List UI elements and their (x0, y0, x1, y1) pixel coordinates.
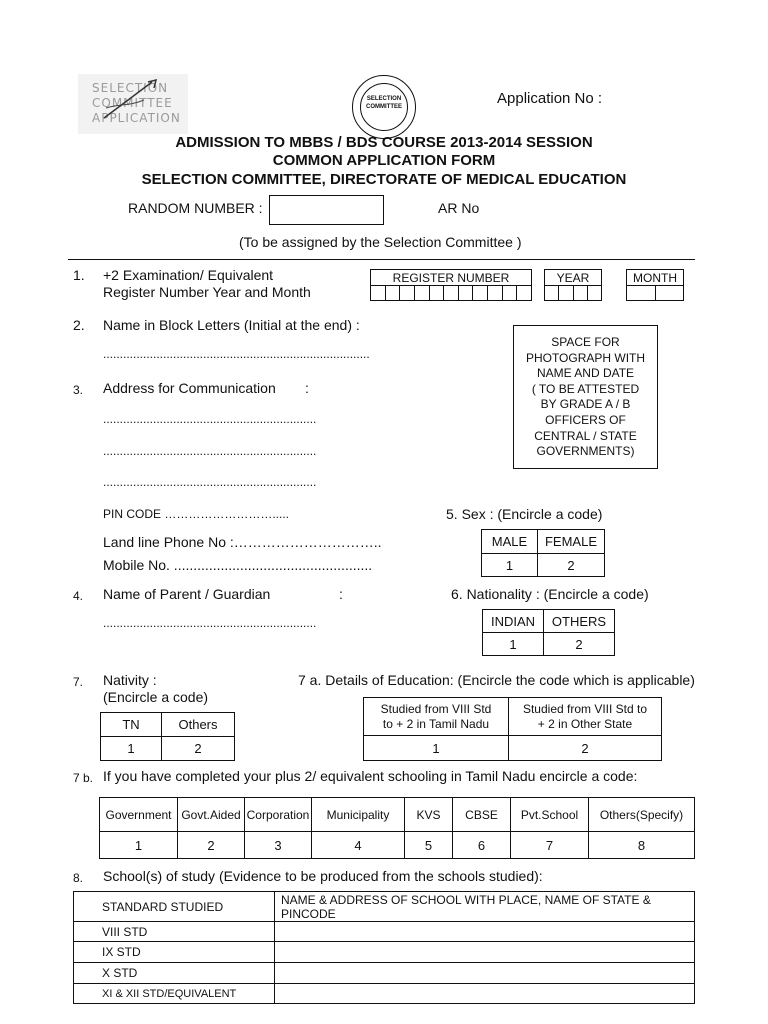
education-code-2[interactable]: 2 (509, 736, 662, 761)
month-header (626, 269, 684, 286)
schools-studied-table (73, 891, 695, 1004)
landline-field[interactable]: Land line Phone No :………………………….. (103, 534, 382, 550)
school-type-code-8[interactable]: 8 (589, 832, 695, 859)
school-field-ix[interactable] (275, 942, 695, 963)
year-label: YEAR (556, 271, 590, 285)
photo-line-5: BY GRADE A / B (540, 397, 631, 412)
photo-line-2: PHOTOGRAPH WITH (525, 350, 646, 365)
nationality-code-1[interactable]: 1 (483, 633, 544, 656)
education-code-1[interactable]: 1 (364, 736, 509, 761)
education-tn-header (364, 698, 509, 736)
q5-label: 5. Sex : (Encircle a code) (446, 506, 603, 522)
standard-row-ix: IX STD (74, 942, 275, 963)
sex-male-header: MALE (482, 530, 538, 554)
q2-label: Name in Block Letters (Initial at the end) : (103, 317, 360, 333)
q8-number: 8. (73, 871, 84, 885)
q1-line-2: Register Number Year and Month (103, 284, 311, 300)
name-field[interactable]: ................................................................................ (103, 347, 370, 361)
q7b-label: If you have completed your plus 2/ equivalent schooling in Tamil Nadu encircle a code: (103, 768, 638, 784)
q7-number: 7. (73, 675, 84, 689)
q8-label: School(s) of study (Evidence to be produced from the schools studied): (103, 868, 543, 884)
school-type-code-7[interactable]: 7 (511, 832, 589, 859)
register-number-label: REGISTER NUMBER (392, 271, 510, 285)
q7-line-1: Nativity : (103, 672, 157, 688)
title-line-1: ADMISSION TO MBBS / BDS COURSE 2013-2014 SESSION (175, 134, 593, 151)
school-type-cbse: CBSE (453, 798, 511, 832)
seal-text-bottom: COMMITTEE (366, 104, 402, 110)
school-type-govt-aided: Govt.Aided (178, 798, 245, 832)
title-line-2: COMMON APPLICATION FORM (272, 152, 496, 169)
year-header (544, 269, 602, 286)
month-label: MONTH (633, 271, 677, 285)
standard-row-x: X STD (74, 963, 275, 984)
nativity-code-1[interactable]: 1 (101, 737, 162, 761)
mobile-field[interactable]: Mobile No. ................................................... (103, 557, 373, 573)
photo-box[interactable] (513, 325, 658, 469)
pin-code-field[interactable]: PIN CODE ………………………..... (103, 507, 290, 521)
q4-label: Name of Parent / Guardian (103, 586, 271, 602)
q6-label: 6. Nationality : (Encircle a code) (451, 586, 649, 602)
title-line-3: SELECTION COMMITTEE, DIRECTORATE OF MEDICAL EDUCATION (141, 171, 627, 188)
education-other-header (509, 698, 662, 736)
register-number-header (370, 269, 532, 286)
nativity-tn-header: TN (101, 713, 162, 737)
school-field-viii[interactable] (275, 922, 695, 942)
education-tn-line-2: to + 2 in Tamil Nadu (382, 716, 490, 731)
education-other-line-1: Studied from VIII Std to (522, 701, 648, 716)
nativity-code-table (100, 712, 235, 761)
school-name-address-header: NAME & ADDRESS OF SCHOOL WITH PLACE, NAME OF STATE & PINCODE (275, 892, 695, 922)
education-tn-line-1: Studied from VIII Std (380, 701, 492, 716)
school-type-code-6[interactable]: 6 (453, 832, 511, 859)
address-line-2[interactable]: ................................................................ (103, 444, 317, 458)
photo-line-1: SPACE FOR (551, 335, 620, 349)
sex-code-1[interactable]: 1 (482, 554, 538, 577)
sex-female-header: FEMALE (538, 530, 605, 554)
standard-row-viii: VIII STD (74, 922, 275, 942)
random-number-label: RANDOM NUMBER : (128, 200, 263, 216)
logo-line-3: APPLICATION (92, 111, 181, 125)
header-divider (68, 259, 695, 260)
parent-name-field[interactable]: ................................................................ (103, 616, 317, 630)
photo-line-3: NAME AND DATE (536, 366, 635, 381)
q2-number: 2. (73, 317, 85, 333)
sex-code-2[interactable]: 2 (538, 554, 605, 577)
logo-line-2: COMMITTEE (92, 96, 173, 110)
q7a-label: 7 a. Details of Education: (Encircle the code which is applicable) (298, 672, 695, 688)
school-field-xi-xii[interactable] (275, 984, 695, 1004)
standard-row-xi-xii: XI & XII STD/EQUIVALENT (74, 984, 275, 1004)
pen-stroke-icon (100, 78, 160, 124)
q4-colon: : (339, 586, 343, 602)
application-no-label: Application No : (497, 90, 603, 107)
school-type-code-table (99, 797, 695, 859)
logo-line-1: SELECTION (92, 81, 169, 95)
school-type-code-5[interactable]: 5 (405, 832, 453, 859)
education-code-table (363, 697, 662, 761)
nationality-others-header: OTHERS (544, 610, 615, 633)
random-number-field[interactable] (269, 195, 384, 225)
q3-colon: : (305, 380, 309, 396)
ar-no-label: AR No (438, 200, 480, 216)
q1-number: 1. (73, 267, 85, 283)
register-number-cells[interactable] (370, 285, 532, 301)
month-cells[interactable] (626, 285, 684, 301)
photo-line-7: CENTRAL / STATE (534, 428, 637, 443)
q3-number: 3. (73, 383, 84, 397)
nationality-indian-header: INDIAN (483, 610, 544, 633)
photo-line-6: OFFICERS OF (545, 412, 626, 427)
photo-line-8: GOVERNMENTS) (536, 444, 635, 459)
nativity-others-header: Others (162, 713, 235, 737)
address-line-1[interactable]: ................................................................ (103, 412, 317, 426)
photo-instructions (514, 335, 657, 460)
nativity-code-2[interactable]: 2 (162, 737, 235, 761)
school-type-corporation: Corporation (245, 798, 312, 832)
q1-line-1: +2 Examination/ Equivalent (103, 267, 274, 283)
nationality-code-table (482, 609, 615, 656)
school-type-kvs: KVS (405, 798, 453, 832)
school-type-pvt-school: Pvt.School (511, 798, 589, 832)
standard-studied-header: STANDARD STUDIED (74, 892, 275, 922)
school-type-code-4[interactable]: 4 (312, 832, 405, 859)
photo-line-4: ( TO BE ATTESTED (531, 381, 640, 396)
school-type-code-1[interactable]: 1 (100, 832, 178, 859)
address-line-3[interactable]: ................................................................ (103, 475, 317, 489)
seal-text-top: SELECTION (366, 96, 402, 102)
assigned-note: (To be assigned by the Selection Committee ) (239, 234, 522, 250)
q7-line-2: (Encircle a code) (103, 689, 209, 705)
q7b-number: 7 b. (73, 771, 94, 785)
sex-code-table (481, 529, 605, 577)
nationality-code-2[interactable]: 2 (544, 633, 615, 656)
school-type-code-2[interactable]: 2 (178, 832, 245, 859)
school-type-municipality: Municipality (312, 798, 405, 832)
year-cells[interactable] (544, 285, 602, 301)
school-field-x[interactable] (275, 963, 695, 984)
school-type-code-3[interactable]: 3 (245, 832, 312, 859)
q3-label: Address for Communication (103, 380, 276, 396)
school-type-government: Government (100, 798, 178, 832)
q4-number: 4. (73, 589, 84, 603)
logo (78, 74, 188, 134)
education-other-line-2: + 2 in Other State (537, 716, 633, 731)
school-type-others: Others(Specify) (589, 798, 695, 832)
